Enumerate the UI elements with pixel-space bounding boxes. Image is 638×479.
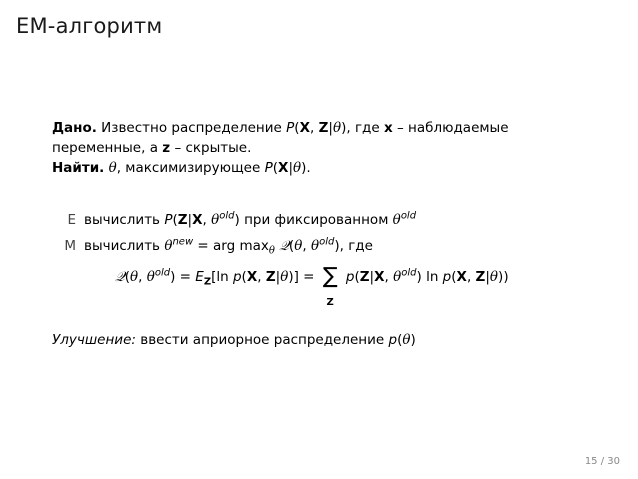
page-number: 15 / 30 (584, 456, 620, 467)
q-function-formula: 𝒬(θ, $\theta^{old}) = E_Z[\ln$ p(X, Z|θ)] = ∑ Z p(Z|X, $\theta^{old}$) ln p(X, Z|θ)) (115, 264, 509, 308)
e-step (52, 207, 416, 233)
m-step-text-2: , где (339, 238, 373, 254)
sum-symbol: ∑ Z (322, 264, 338, 308)
improvement-label: Улучшение: (52, 332, 136, 348)
formula-theta-new: $\theta^{new}$ = arg $\max_\theta$ 𝒬(θ, $\theta^{old}$) (164, 236, 340, 257)
m-step (52, 233, 416, 259)
improvement-line (52, 332, 416, 348)
find-line (52, 158, 509, 178)
slide-title: EM-алгоритм (16, 14, 163, 38)
given-text-2: , где (346, 120, 380, 136)
m-step-text-1: вычислить (84, 238, 161, 254)
formula-p-theta: p(θ) (388, 332, 416, 348)
theta-old: $\theta^{old}$ (392, 210, 417, 228)
given-line-2 (52, 138, 509, 158)
given-text-1: Известно распределение (101, 120, 282, 136)
e-step-text-1: вычислить (84, 212, 161, 228)
e-step-text-2: при фиксированном (244, 212, 389, 228)
given-text-5: – скрытые. (174, 140, 252, 156)
formula-p-z-given-x: P(Z|X, $\theta^{old}$) (164, 210, 240, 228)
m-step-label: M (64, 238, 76, 254)
formula-p-xz-theta: P(X, Z|θ) (286, 120, 347, 136)
given-label: Дано. (52, 120, 97, 136)
find-text: , максимизирующее (116, 160, 261, 176)
formula-p-x-theta: P(X|θ). (264, 160, 311, 176)
theta-symbol: θ (108, 160, 117, 176)
given-line-1 (52, 118, 509, 138)
definition-block (52, 118, 509, 178)
improvement-text: ввести априорное распределение (140, 332, 385, 348)
var-x: x (383, 120, 393, 136)
e-step-label: E (67, 212, 76, 228)
given-text-3: – наблюдаемые (397, 120, 509, 136)
var-z: z (162, 140, 171, 156)
em-steps (52, 207, 416, 259)
given-text-4: переменные, а (52, 140, 158, 156)
find-label: Найти. (52, 160, 105, 176)
